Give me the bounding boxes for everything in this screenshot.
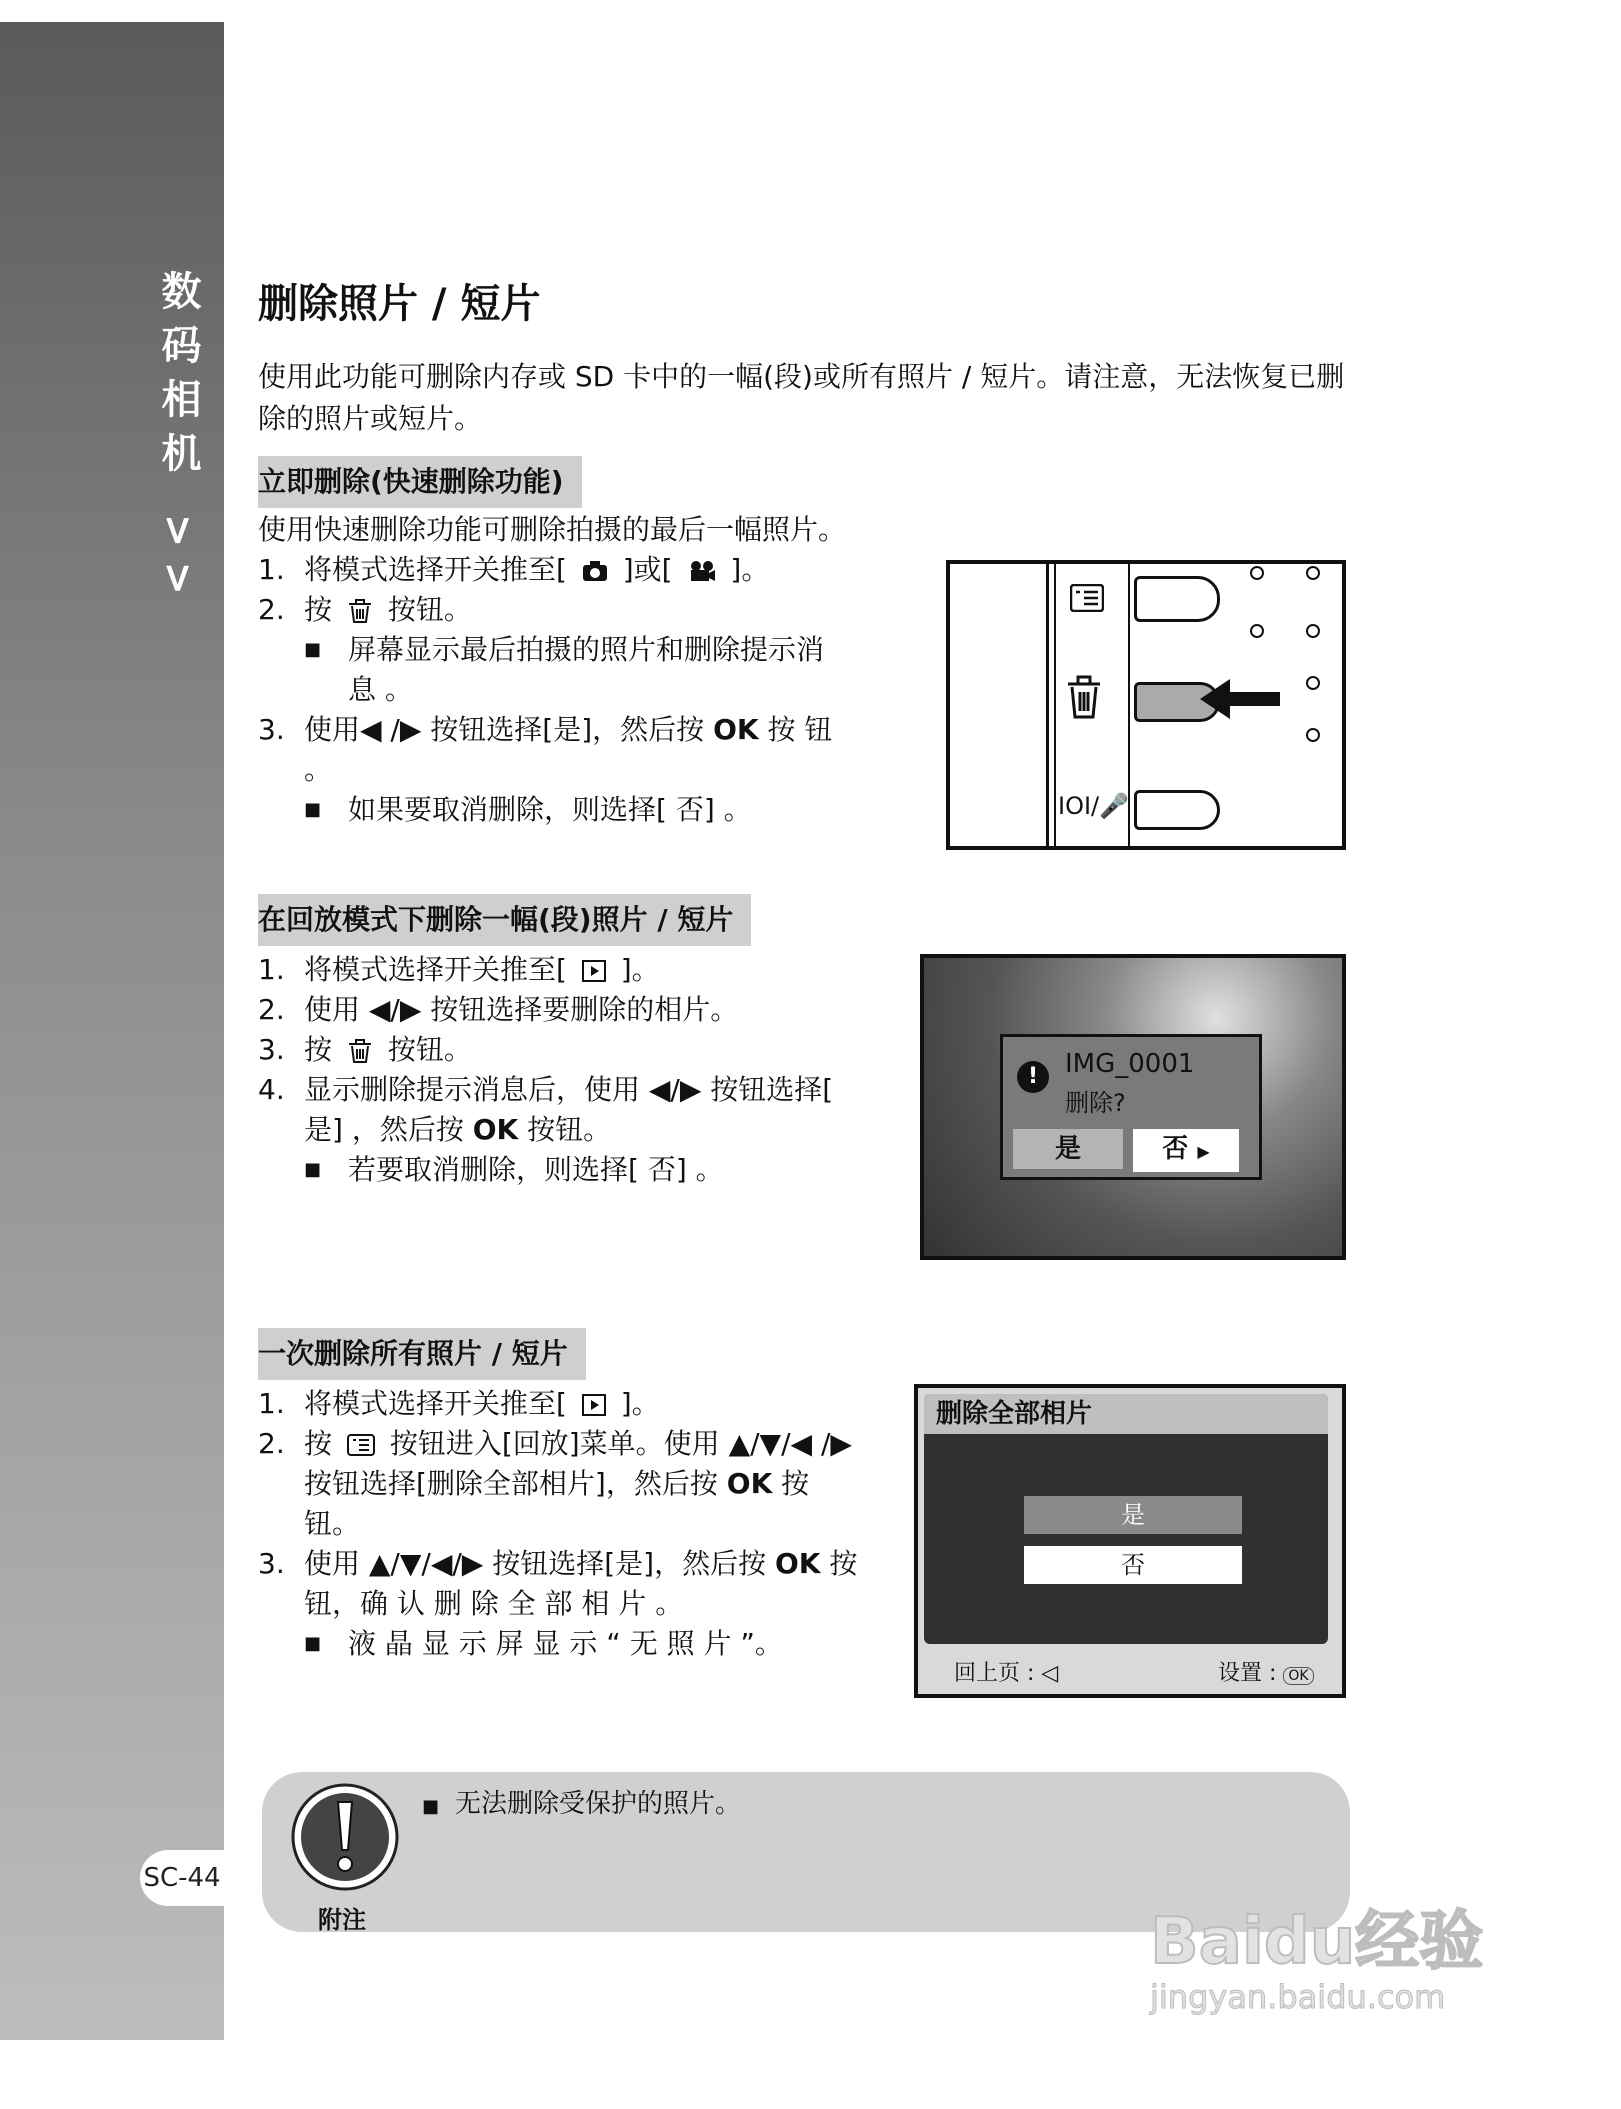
step-number: 3. [258,1033,285,1066]
camera-icon [582,560,608,582]
step-text: 按钮。 [387,1033,472,1066]
section3-bullet [258,1624,858,1664]
section3-step3 [258,1544,858,1624]
step-text: ]或[ [622,553,673,586]
step-number: 3. [258,713,285,746]
step-text: 按钮。 [304,1467,810,1540]
step-text: 按钮。 [387,593,472,626]
dialog-filename: IMG_0001 [1065,1049,1195,1079]
step-text: 按 [304,1427,333,1460]
section3-header: 一次删除所有照片 / 短片 [258,1328,586,1380]
ok-label: OK [713,713,759,746]
section2-step1 [258,950,858,990]
warning-icon [290,1782,400,1892]
section1-bullet2 [258,790,858,830]
delete-one-screen [920,954,1346,1260]
step-text: ]。 [620,1387,660,1420]
step-number: 2. [258,1427,285,1460]
display-voice-label: IOI/🎤 [1058,792,1130,820]
trash-icon [1066,674,1102,720]
playback-icon [582,960,606,982]
menu-no-option[interactable]: 否 [1024,1546,1242,1584]
display-button [1134,790,1220,830]
camera-buttons-figure [946,560,1346,850]
menu-back-hint: 回上页 : ◁ [954,1661,1059,1686]
delete-all-menu [924,1394,1328,1644]
step-text: 按 [304,593,333,626]
section1-bullet1 [258,630,858,710]
delete-all-screen [914,1384,1346,1698]
arrow-icon [1200,674,1290,724]
step-text: 使用 ◀/▶ 按钮选择要删除的相片。 [304,993,739,1026]
section1-step3 [258,710,858,790]
section2-bullet [258,1150,858,1190]
menu-icon [347,1434,375,1456]
step-text: 将模式选择开关推至[ [304,1387,567,1420]
section2-step3 [258,1030,858,1070]
section2-steps [258,950,858,1190]
video-icon [688,560,716,582]
bullet-mark: ■ [304,1159,322,1180]
step-text: 按钮。 [527,1113,612,1146]
watermark-logo: Baidu经验 [1150,1905,1484,1979]
step-text: 使用 ▲/▼/◀/▶ 按钮选择[是]，然后按 [304,1547,767,1580]
delete-dialog [1000,1034,1262,1180]
dialog-question: 删除? [1065,1089,1126,1117]
menu-set-hint: 设置 : OK [1218,1656,1314,1687]
bullet-text: 若要取消删除，则选择[ 否] 。 [348,1153,724,1186]
section2-step2 [258,990,858,1030]
watermark-url: jingyan.baidu.com [1150,1978,1446,2016]
step-text: 按钮，确 认 删 除 全 部 相 片 。 [304,1547,858,1620]
ok-label: OK [726,1467,773,1500]
step-text: 使用◀ /▶ 按钮选择[是]，然后按 [304,713,705,746]
step-text: ]。 [620,953,660,986]
section3-step1 [258,1384,858,1424]
ok-label: OK [472,1113,519,1146]
bullet-text: 屏幕显示最后拍摄的照片和删除提示消 息 。 [348,633,825,706]
section3-steps [258,1384,858,1664]
note-caption: 附注 [318,1906,366,1934]
menu-yes-option[interactable]: 是 [1024,1496,1242,1534]
ok-icon: OK [1283,1667,1313,1685]
bullet-text: 如果要取消删除，则选择[ 否] 。 [348,793,752,826]
step-number: 3. [258,1547,285,1580]
step-text: 按 [304,1033,333,1066]
step-number: 2. [258,993,285,1026]
playback-icon [582,1394,606,1416]
ok-label: OK [775,1547,821,1580]
step-text: 按钮进入[回放]菜单。使用 ▲/▼/◀ /▶ 按钮选择[删除全部相片]，然后按 [304,1427,852,1500]
step-text: 显示删除提示消息后，使用 ◀/▶ 按钮选择[ 是] ，然后按 [304,1073,834,1146]
dialog-yes-button[interactable]: 是 [1013,1129,1123,1169]
section1-steps [258,510,858,830]
step-text: 按 钮 。 [304,713,833,786]
bullet-mark: ■ [304,799,322,820]
menu-button [1134,576,1220,622]
step-number: 1. [258,1387,285,1420]
step-number: 4. [258,1073,285,1106]
step-text: ]。 [730,553,770,586]
note-text: ■ 无法删除受保护的照片。 [422,1789,742,1819]
section1-desc: 使用快速删除功能可删除拍摄的最后一幅照片。 [258,513,847,546]
section3-step2 [258,1424,858,1544]
section1-step1 [258,550,858,590]
step-text: 将模式选择开关推至[ [304,553,567,586]
page-number: SC-44 [140,1850,224,1906]
warning-icon: ! [1017,1061,1049,1093]
right-arrow-icon: ▶ [1197,1142,1210,1161]
menu-title: 删除全部相片 [924,1394,1328,1434]
step-number: 1. [258,553,285,586]
section2-header: 在回放模式下删除一幅(段)照片 / 短片 [258,894,751,946]
intro-text: 使用此功能可删除内存或 SD 卡中的一幅(段)或所有照片 / 短片。请注意，无法恢复已删除的照片或短片。 [258,360,1345,435]
section1-step2 [258,590,858,630]
bullet-mark: ■ [304,1633,322,1654]
page-title: 删除照片 / 短片 [258,281,541,327]
section1-header: 立即删除(快速删除功能) [258,456,582,508]
sidebar-title: 数码相机 >> [155,270,201,609]
menu-icon [1070,584,1104,612]
dialog-no-button[interactable]: 否 ▶ [1133,1129,1239,1172]
section2-step4 [258,1070,858,1150]
trash-icon [347,1038,373,1064]
bullet-mark: ■ [304,639,322,660]
bullet-text: 液 晶 显 示 屏 显 示 “ 无 照 片 ”。 [348,1627,783,1660]
step-number: 2. [258,593,285,626]
step-number: 1. [258,953,285,986]
trash-icon [347,598,373,624]
step-text: 将模式选择开关推至[ [304,953,567,986]
